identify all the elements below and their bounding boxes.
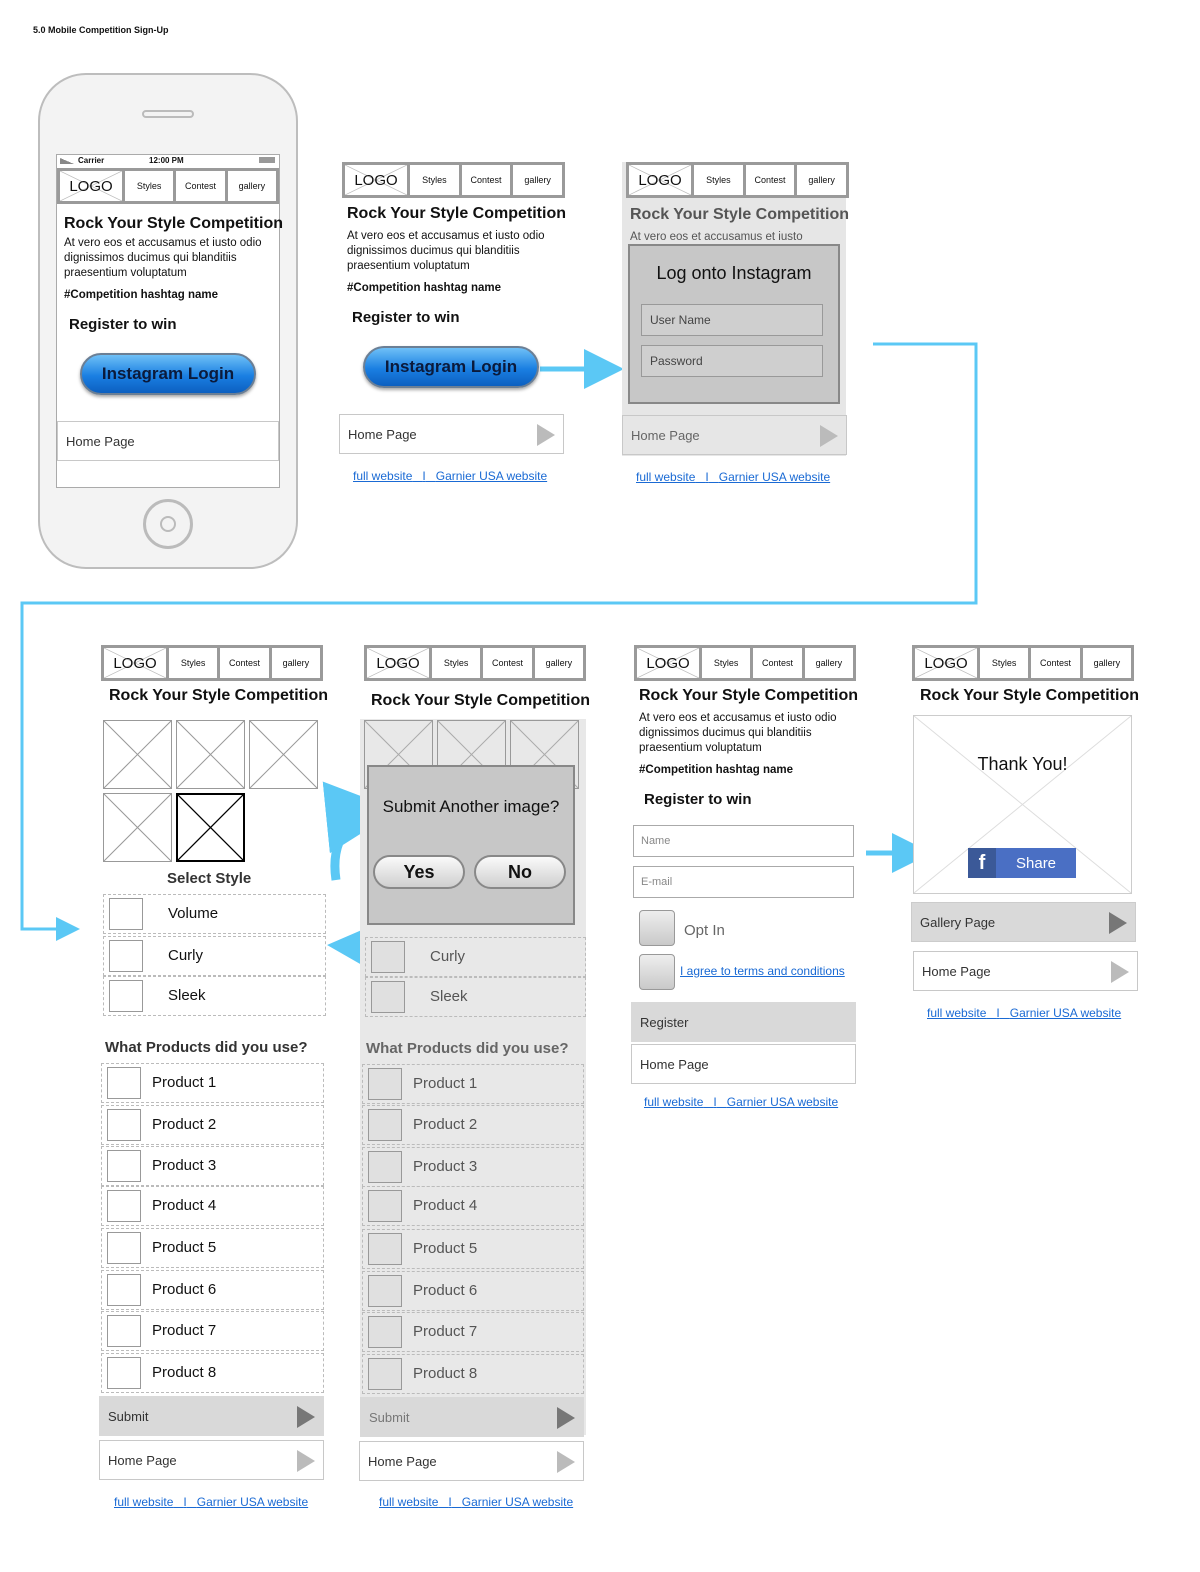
competition-description: At vero eos et accusamus et iusto odio dignissimos ducimus qui blanditiis praesentium voluptatum	[64, 237, 262, 279]
thank-you-message: Thank You!	[977, 754, 1068, 774]
checkbox	[368, 1068, 402, 1100]
logo[interactable]	[367, 648, 429, 678]
option-label: Product 4	[152, 1197, 217, 1214]
style-option-sleek	[365, 977, 586, 1017]
nav-bar	[101, 645, 323, 681]
logo-text: LOGO	[69, 177, 113, 195]
chevron-right-icon	[820, 425, 838, 447]
option-label: Product 1	[152, 1074, 217, 1091]
home-page-row[interactable]	[913, 951, 1138, 991]
register-label: Register	[640, 1014, 689, 1030]
option-label: Sleek	[430, 988, 468, 1005]
option-label: Product 6	[152, 1281, 217, 1298]
logo-text: LOGO	[638, 171, 682, 189]
home-page-label: Home Page	[631, 427, 700, 443]
home-page-row[interactable]	[99, 1440, 324, 1480]
logo-text: LOGO	[924, 654, 968, 672]
product-option	[362, 1271, 584, 1311]
tab-gallery[interactable]: gallery	[805, 648, 853, 678]
checkbox	[368, 1275, 402, 1307]
checkbox[interactable]	[107, 1067, 141, 1099]
dialog-question: Submit Another image?	[382, 797, 560, 816]
checkbox[interactable]	[107, 1109, 141, 1141]
share-label: Share	[1016, 854, 1057, 872]
home-page-label: Home Page	[368, 1453, 437, 1469]
style-image[interactable]	[103, 720, 172, 789]
instagram-login-button[interactable]: Instagram Login	[80, 353, 256, 395]
style-image[interactable]	[176, 720, 245, 789]
logo-text: LOGO	[354, 171, 398, 189]
opt-in-checkbox[interactable]	[639, 910, 675, 946]
gallery-page-row[interactable]	[911, 902, 1136, 942]
register-to-win: Register to win	[644, 791, 752, 808]
full-website-link[interactable]: full website	[644, 1095, 704, 1109]
product-option[interactable]	[101, 1105, 324, 1145]
product-option[interactable]	[101, 1311, 324, 1351]
footer-links[interactable]	[644, 1095, 838, 1109]
product-option[interactable]	[101, 1228, 324, 1268]
competition-title: Rock Your Style Competition	[630, 206, 849, 223]
tab-gallery[interactable]: gallery	[228, 171, 276, 201]
garnier-link[interactable]: Garnier USA website	[435, 469, 548, 483]
full-website-link[interactable]: full website	[379, 1495, 439, 1509]
hashtag: #Competition hashtag name	[639, 764, 793, 776]
tab-styles[interactable]: Styles	[169, 648, 217, 678]
facebook-share-button[interactable]	[968, 848, 1076, 878]
competition-title: Rock Your Style Competition	[347, 205, 566, 222]
chevron-right-icon	[297, 1450, 315, 1472]
competition-title: Rock Your Style Competition	[639, 687, 858, 704]
checkbox[interactable]	[109, 980, 143, 1012]
tab-styles[interactable]: Styles	[694, 165, 743, 195]
tab-gallery[interactable]: gallery	[1083, 648, 1131, 678]
tab-gallery[interactable]: gallery	[535, 648, 583, 678]
status-bar	[57, 155, 279, 166]
competition-description: At vero eos et accusamus et iusto odio dignissimos ducimus qui blanditiis praesentium voluptatum	[347, 230, 545, 272]
logo[interactable]	[629, 165, 691, 195]
checkbox	[371, 941, 405, 973]
product-option	[362, 1186, 584, 1226]
dialog-title: Log onto Instagram	[656, 263, 812, 283]
phone-speaker	[142, 110, 194, 118]
footer-links[interactable]	[114, 1495, 308, 1509]
tab-styles[interactable]: Styles	[432, 648, 480, 678]
nav-bar	[342, 162, 565, 198]
logo[interactable]	[915, 648, 977, 678]
product-option[interactable]	[101, 1063, 324, 1103]
tab-gallery[interactable]: gallery	[797, 165, 846, 195]
style-option-sleek[interactable]	[103, 976, 326, 1016]
logo[interactable]	[104, 648, 166, 678]
style-option-volume[interactable]	[103, 894, 326, 934]
register-to-win: Register to win	[352, 309, 460, 326]
tab-styles[interactable]: Styles	[410, 165, 459, 195]
competition-title: Rock Your Style Competition	[371, 692, 590, 709]
submit-another-dialog	[367, 765, 575, 925]
home-page-row[interactable]	[631, 1044, 856, 1084]
garnier-link[interactable]: Garnier USA website	[1009, 1006, 1122, 1020]
battery-icon	[259, 157, 275, 163]
option-label: Curly	[430, 948, 466, 965]
logo-text: LOGO	[376, 654, 420, 672]
product-option[interactable]	[101, 1186, 324, 1226]
product-option[interactable]	[101, 1146, 324, 1186]
footer-links[interactable]	[379, 1495, 573, 1509]
checkbox	[368, 1109, 402, 1141]
tab-gallery[interactable]: gallery	[272, 648, 320, 678]
chevron-right-icon	[557, 1407, 575, 1429]
footer-separator: I	[422, 469, 426, 483]
option-label: Product 2	[152, 1116, 217, 1133]
opt-in-label: Opt In	[684, 922, 725, 939]
home-page-row[interactable]	[57, 421, 279, 461]
full-website-link[interactable]: full website	[636, 470, 696, 484]
competition-description: At vero eos et accusamus et iusto odio dignissimos ducimus qui blanditiis praesentium voluptatum	[639, 712, 837, 754]
style-image-selected[interactable]	[176, 793, 245, 862]
option-label: Product 4	[413, 1197, 478, 1214]
product-option	[362, 1147, 584, 1187]
footer-links[interactable]	[353, 469, 547, 483]
footer-separator: I	[448, 1495, 452, 1509]
products-heading: What Products did you use?	[366, 1040, 569, 1057]
tab-styles[interactable]: Styles	[702, 648, 750, 678]
option-label: Curly	[168, 947, 204, 964]
full-website-link[interactable]: full website	[114, 1495, 174, 1509]
email-input[interactable]: E-mail	[633, 866, 854, 898]
garnier-link[interactable]: Garnier USA website	[726, 1095, 839, 1109]
tab-contest[interactable]: Contest	[176, 171, 224, 201]
submit-label: Submit	[369, 1409, 410, 1425]
home-page-label: Home Page	[640, 1056, 709, 1072]
terms-link[interactable]: I agree to terms and conditions	[680, 964, 845, 978]
checkbox[interactable]	[107, 1232, 141, 1264]
logo[interactable]	[345, 165, 407, 195]
nav-bar	[912, 645, 1134, 681]
page-title: 5.0 Mobile Competition Sign-Up	[33, 25, 169, 35]
option-label: Sleek	[168, 987, 206, 1004]
chevron-right-icon	[1111, 961, 1129, 983]
style-image[interactable]	[103, 793, 172, 862]
logo[interactable]	[60, 171, 122, 201]
home-page-row[interactable]	[622, 415, 847, 455]
submit-button[interactable]	[99, 1396, 324, 1436]
clock: 12:00 PM	[149, 156, 184, 165]
no-button[interactable]: No	[474, 855, 566, 889]
option-label: Product 8	[152, 1364, 217, 1381]
chevron-right-icon	[1109, 912, 1127, 934]
product-option	[362, 1229, 584, 1269]
chevron-right-icon	[297, 1406, 315, 1428]
checkbox[interactable]	[107, 1150, 141, 1182]
checkbox	[368, 1151, 402, 1183]
nav-bar	[634, 645, 856, 681]
checkbox[interactable]	[109, 898, 143, 930]
competition-title: Rock Your Style Competition	[920, 687, 1139, 704]
home-page-row[interactable]	[359, 1441, 584, 1481]
signal-icon	[60, 158, 74, 164]
option-label: Product 1	[413, 1075, 478, 1092]
product-option	[362, 1105, 584, 1145]
logo-text: LOGO	[646, 654, 690, 672]
tab-contest[interactable]: Contest	[220, 648, 268, 678]
home-page-label: Home Page	[348, 426, 417, 442]
facebook-icon: f	[968, 848, 996, 878]
home-page-label: Home Page	[922, 963, 991, 979]
garnier-link[interactable]: Garnier USA website	[718, 470, 831, 484]
garnier-link[interactable]: Garnier USA website	[196, 1495, 309, 1509]
chevron-right-icon	[557, 1451, 575, 1473]
checkbox	[368, 1316, 402, 1348]
option-label: Product 5	[413, 1240, 478, 1257]
username-input[interactable]: User Name	[641, 304, 823, 336]
checkbox	[368, 1190, 402, 1222]
tab-gallery[interactable]: gallery	[513, 165, 562, 195]
yes-button[interactable]: Yes	[373, 855, 465, 889]
home-page-label: Home Page	[108, 1452, 177, 1468]
carrier-label: Carrier	[78, 156, 105, 165]
checkbox	[371, 981, 405, 1013]
nav-bar	[364, 645, 586, 681]
hashtag: #Competition hashtag name	[347, 282, 501, 294]
tab-contest[interactable]: Contest	[753, 648, 801, 678]
submit-button	[360, 1397, 584, 1437]
option-label: Product 5	[152, 1239, 217, 1256]
full-website-link[interactable]: full website	[353, 469, 413, 483]
option-label: Product 6	[413, 1282, 478, 1299]
competition-description-partial: At vero eos et accusamus et iusto	[630, 231, 803, 243]
checkbox[interactable]	[107, 1190, 141, 1222]
style-image[interactable]	[249, 720, 318, 789]
chevron-right-icon	[537, 424, 555, 446]
footer-separator: I	[183, 1495, 187, 1509]
product-option	[362, 1312, 584, 1352]
checkbox[interactable]	[107, 1274, 141, 1306]
logo-text: LOGO	[113, 654, 157, 672]
phone-home-button-inner	[160, 516, 176, 532]
password-input[interactable]: Password	[641, 345, 823, 377]
option-label: Product 7	[152, 1322, 217, 1339]
checkbox[interactable]	[109, 940, 143, 972]
home-page-row[interactable]	[339, 414, 564, 454]
terms-checkbox[interactable]	[639, 954, 675, 990]
product-option[interactable]	[101, 1270, 324, 1310]
option-label: Product 7	[413, 1323, 478, 1340]
hashtag: #Competition hashtag name	[64, 289, 218, 301]
competition-title: Rock Your Style Competition	[64, 215, 283, 232]
gallery-page-label: Gallery Page	[920, 914, 996, 930]
tab-styles[interactable]: Styles	[125, 171, 173, 201]
footer-separator: I	[713, 1095, 717, 1109]
name-input[interactable]: Name	[633, 825, 854, 857]
garnier-link[interactable]: Garnier USA website	[461, 1495, 574, 1509]
tab-contest[interactable]: Contest	[746, 165, 795, 195]
footer-separator: I	[996, 1006, 1000, 1020]
option-label: Product 8	[413, 1365, 478, 1382]
products-heading: What Products did you use?	[105, 1039, 308, 1056]
product-option	[362, 1354, 584, 1394]
tab-contest[interactable]: Contest	[462, 165, 511, 195]
option-label: Product 3	[152, 1157, 217, 1174]
footer-separator: I	[705, 470, 709, 484]
option-label: Product 3	[413, 1158, 478, 1175]
select-style-heading: Select Style	[167, 870, 252, 887]
footer-links[interactable]	[636, 470, 830, 484]
tab-contest[interactable]: Contest	[483, 648, 531, 678]
nav-bar	[626, 162, 849, 198]
register-to-win: Register to win	[69, 316, 177, 333]
style-option-curly	[365, 937, 586, 977]
checkbox[interactable]	[107, 1357, 141, 1389]
full-website-link[interactable]: full website	[927, 1006, 987, 1020]
logo[interactable]	[637, 648, 699, 678]
checkbox	[368, 1358, 402, 1390]
submit-label: Submit	[108, 1408, 149, 1424]
product-option	[362, 1064, 584, 1104]
home-page-label: Home Page	[66, 433, 135, 449]
style-option-curly[interactable]	[103, 936, 326, 976]
option-label: Product 2	[413, 1116, 478, 1133]
instagram-login-button[interactable]: Instagram Login	[363, 346, 539, 388]
product-option[interactable]	[101, 1353, 324, 1393]
tab-styles[interactable]: Styles	[980, 648, 1028, 678]
checkbox	[368, 1233, 402, 1265]
option-label: Volume	[168, 905, 219, 922]
register-button[interactable]	[631, 1002, 856, 1042]
tab-contest[interactable]: Contest	[1031, 648, 1079, 678]
competition-title: Rock Your Style Competition	[109, 687, 328, 704]
checkbox[interactable]	[107, 1315, 141, 1347]
nav-bar	[57, 168, 279, 204]
footer-links[interactable]	[927, 1006, 1121, 1020]
